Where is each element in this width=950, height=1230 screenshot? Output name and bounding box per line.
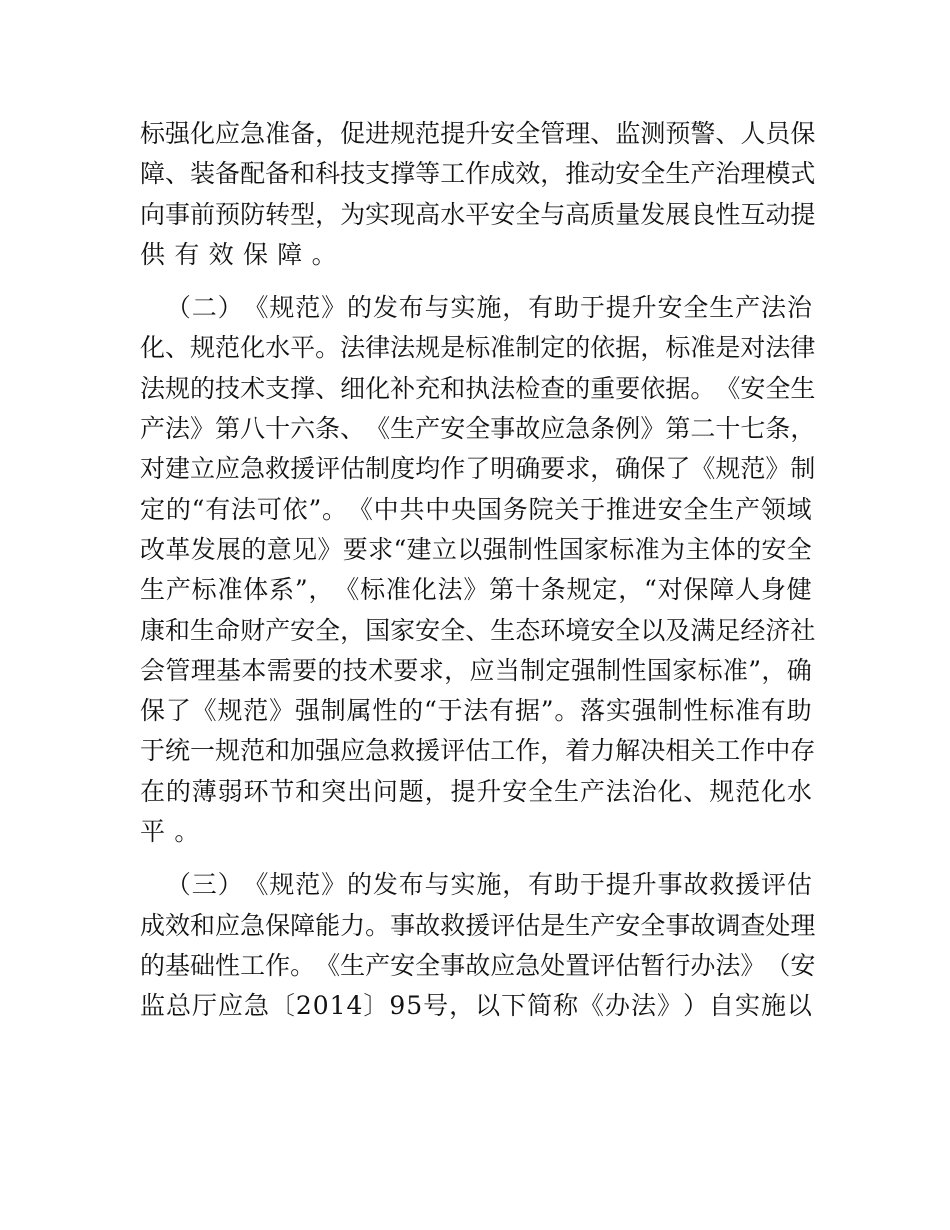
- text-line: 定 的 “ 有 法 可 依 ” 。 《 中 共 中 央 国 务 院 关 于 推 进 安 全 生 产 领 域: [140, 494, 812, 524]
- text-line: 向 事 前 预 防 转 型 ， 为 实 现 高 水 平 安 全 与 高 质 量 发 展 良 性 互 动 提: [140, 199, 816, 229]
- text-line: 康 和 生 命 财 产 安 全 ， 国 家 安 全 、 生 态 环 境 安 全 以 及 满 足 经 济 社: [140, 615, 816, 645]
- text-line: 会 管 理 基 本 需 要 的 技 术 要 求 ， 应 当 制 定 强 制 性 国 家 标 准 ” ， 确: [140, 655, 812, 685]
- text-line: 对 建 立 应 急 救 援 评 估 制 度 均 作 了 明 确 要 求 ， 确 保 了 《 规 范 》 制: [140, 454, 816, 484]
- text-line: 改 革 发 展 的 意 见 》 要 求 “ 建 立 以 强 制 性 国 家 标 准 为 主 体 的 安 全: [140, 534, 812, 564]
- text-line: 于 统 一 规 范 和 加 强 应 急 救 援 评 估 工 作 ， 着 力 解 决 相 关 工 作 中 存: [140, 736, 816, 766]
- text-line: 化 、 规 范 化 水 平 。 法 律 法 规 是 标 准 制 定 的 依 据 ， 标 准 是 对 法 律: [140, 333, 816, 363]
- text-line: （ 三 ） 《 规 范 》 的 发 布 与 实 施 ， 有 助 于 提 升 事 故 救 援 评 估: [165, 870, 812, 900]
- paragraph-gap: [140, 275, 812, 288]
- text-line: 产 法 》 第 八 十 六 条 、 《 生 产 安 全 事 故 应 急 条 例 》 第 二 十 七 条 ，: [140, 414, 816, 444]
- text-line: 成 效 和 应 急 保 障 能 力 。 事 故 救 援 评 估 是 生 产 安 全 事 故 调 查 处 理: [140, 910, 816, 940]
- text-line: 监 总 厅 应 急 〔 2 0 1 4 〕 9 5 号 ， 以 下 简 称 《 办 法 》 ） 自 实 施 以: [140, 991, 812, 1021]
- text-line: 标 强 化 应 急 准 备 ， 促 进 规 范 提 升 安 全 管 理 、 监 测 预 警 、 人 员 保: [140, 119, 816, 148]
- text-line: 法 规 的 技 术 支 撑 、 细 化 补 充 和 执 法 检 查 的 重 要 依 据 。 《 安 全 生: [140, 373, 816, 403]
- text-line: 生 产 标 准 体 系 ” ， 《 标 准 化 法 》 第 十 条 规 定 ， “ 对 保 障 人 身 健: [140, 575, 812, 605]
- paragraph-gap: [140, 852, 812, 865]
- text-line: 平 。: [140, 817, 200, 847]
- text-line: 的 基 础 性 工 作 。 《 生 产 安 全 事 故 应 急 处 置 评 估 暂 行 办 法 》 （ 安: [140, 950, 816, 980]
- paragraph: [140, 288, 816, 852]
- text-line: （ 二 ） 《 规 范 》 的 发 布 与 实 施 ， 有 助 于 提 升 安 全 生 产 法 治: [165, 293, 812, 323]
- text-line: 保 了 《 规 范 》 强 制 属 性 的 “ 于 法 有 据 ” 。 落 实 强 制 性 标 准 有 助: [140, 696, 812, 726]
- text-line: 供 有 效 保 障 。: [140, 239, 337, 269]
- text-line: 在 的 薄 弱 环 节 和 突 出 问 题 ， 提 升 安 全 生 产 法 治 化 、 规 范 化 水: [140, 776, 812, 806]
- body-text: [140, 114, 816, 1027]
- paragraph: [140, 114, 816, 275]
- text-line: 障 、 装 备 配 备 和 科 技 支 撑 等 工 作 成 效 ， 推 动 安 全 生 产 治 理 模 式: [140, 159, 816, 189]
- paragraph: [140, 865, 816, 1026]
